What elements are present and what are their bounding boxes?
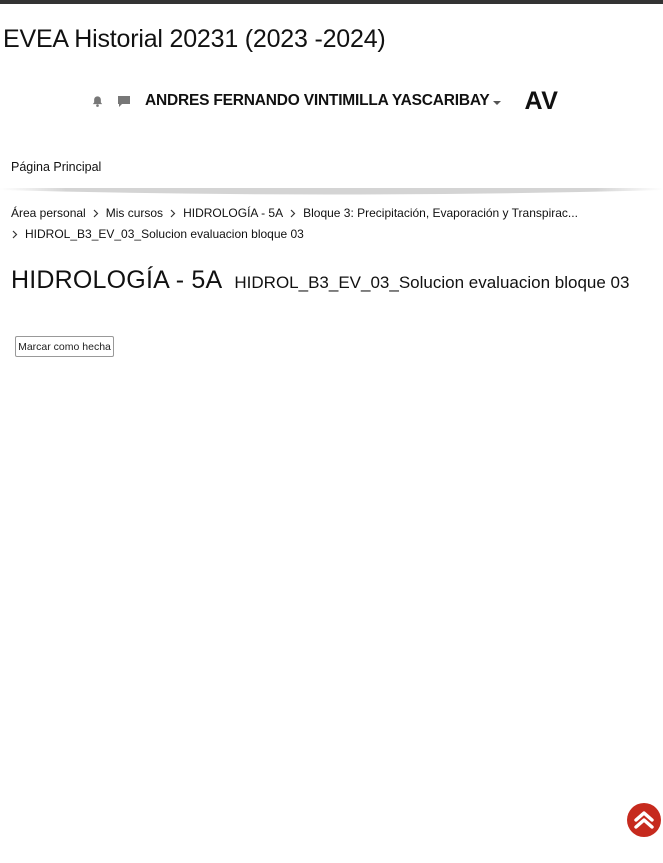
breadcrumb-item-area-personal[interactable]: Área personal [11,206,86,220]
resource-title: HIDROL_B3_EV_03_Solucion evaluacion bloque 03 [234,273,630,292]
top-bar [0,0,663,4]
breadcrumb-item-section[interactable]: Bloque 3: Precipitación, Evaporación y Transpirac... [303,206,578,220]
bell-icon[interactable] [86,90,108,112]
breadcrumb-item-course[interactable]: HIDROLOGÍA - 5A [183,206,284,220]
chevron-right-icon [169,209,177,218]
nav-home-link[interactable]: Página Principal [11,160,102,174]
chevron-right-icon [11,230,19,239]
user-name[interactable]: ANDRES FERNANDO VINTIMILLA YASCARIBAY [145,92,490,109]
header-divider [0,185,663,199]
site-title[interactable]: EVEA Historial 20231 (2023 -2024) [3,25,386,53]
avatar[interactable]: AV [524,86,559,115]
course-title: HIDROLOGÍA - 5A [11,266,223,294]
mark-done-button[interactable]: Marcar como hecha [15,336,114,357]
breadcrumb [11,203,651,245]
chevron-right-icon [92,209,100,218]
user-menu-bar [86,84,558,118]
breadcrumb-item-resource[interactable]: HIDROL_B3_EV_03_Solucion evaluacion bloque 03 [25,227,304,241]
back-to-top-button[interactable] [627,803,661,837]
chevron-up-icon [633,811,655,829]
chevron-down-icon[interactable] [493,101,501,105]
chevron-right-icon [289,209,297,218]
page-heading [11,266,629,295]
chat-icon[interactable] [113,90,135,112]
breadcrumb-item-mis-cursos[interactable]: Mis cursos [105,206,164,220]
